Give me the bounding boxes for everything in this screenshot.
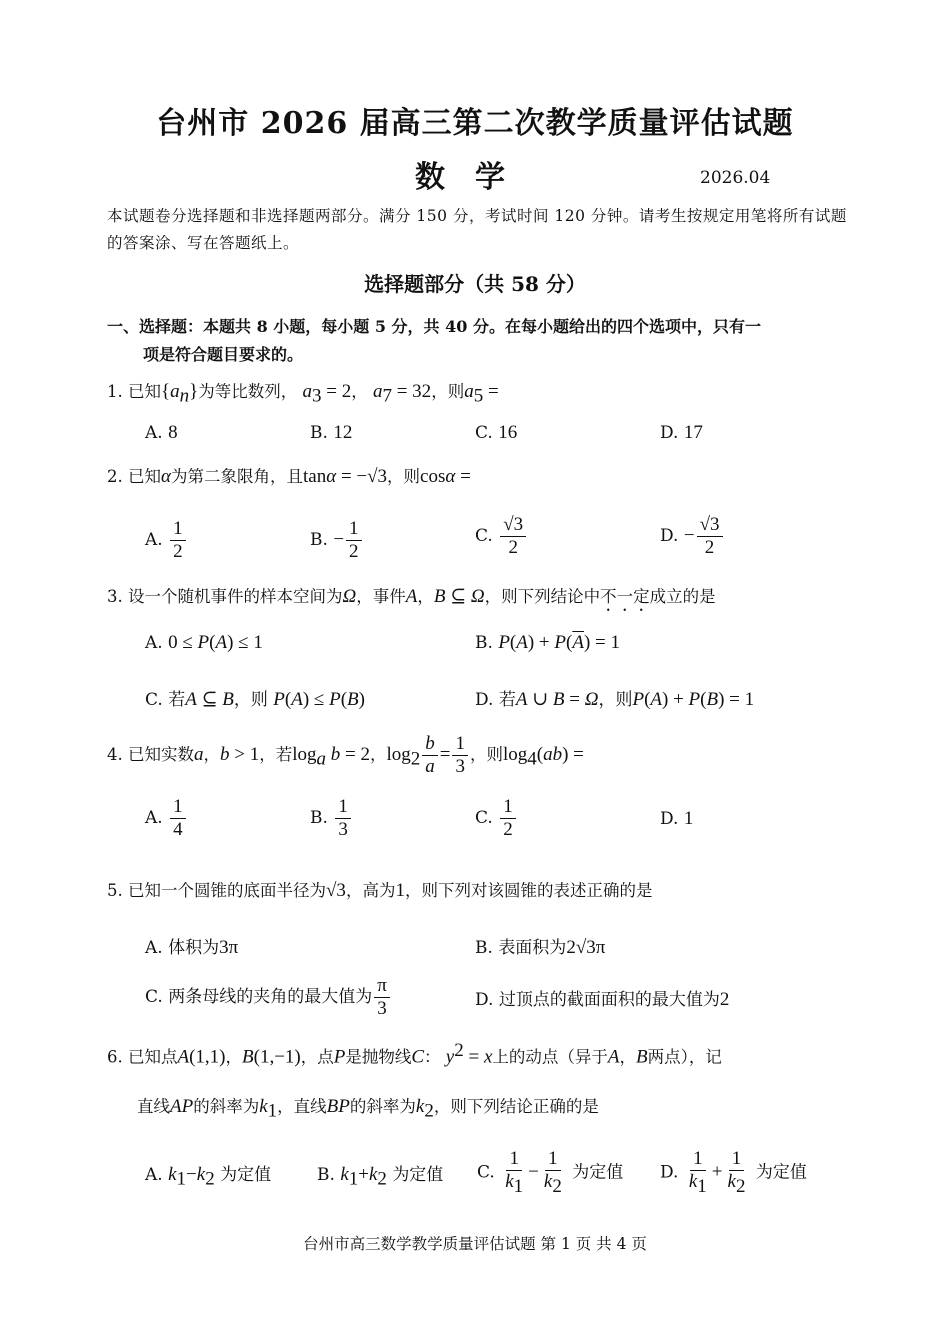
question-text: 是抛物线 (345, 1047, 412, 1067)
question-number: 3. (107, 587, 123, 606)
q3-option-d[interactable]: D. 若A ∪ B = Ω，则P(A) + P(B) = 1 (475, 689, 755, 710)
part1-instructions (107, 313, 847, 369)
q3-option-b[interactable]: B. $P(A) + P(\overline{A}) = 1$ (475, 632, 620, 653)
question-number: 4. (107, 745, 123, 764)
q1-option-c[interactable]: C. 16 (475, 422, 518, 443)
question-text: ，高为 (345, 881, 396, 900)
q4-option-b[interactable]: B. $\frac{1}{3}$ (310, 796, 353, 841)
q2-option-d[interactable]: D. − $\frac{√3}{2}$ (660, 514, 725, 559)
question-number: 1. (107, 382, 123, 401)
q5-option-d[interactable]: D. 过顶点的截面面积的最大值为2 (475, 989, 730, 1010)
part1-line1: 一、选择题：本题共 8 小题，每小题 5 分，共 40 分。在每小题给出的四个选项中，只有一 (107, 317, 761, 336)
question-2: 2. 已知α为第二象限角，且tanα = −√3，则cosα = (107, 466, 471, 487)
exam-date: 2026.04 (700, 168, 771, 188)
question-6-line2: 直线AP的斜率为$k_1$，直线BP的斜率为$k_2$，则下列结论正确的是 (137, 1096, 599, 1122)
question-text: ，则下列对该圆锥的表述正确的是 (404, 881, 653, 900)
question-text: ，则 (387, 467, 421, 486)
question-text: 设一个随机事件的样本空间为 (128, 587, 343, 606)
question-number: 5. (107, 881, 123, 900)
q6-option-d[interactable]: D. $\frac{1}{k_1}$ + $\frac{1}{k_2}$ 为定值 (660, 1148, 807, 1197)
question-text: 为等比数列， (198, 382, 298, 401)
q1-option-b[interactable]: B. 12 (310, 422, 353, 443)
q5-option-b[interactable]: B. 表面积为2√3π (475, 937, 606, 958)
question-text: 直线 (137, 1097, 170, 1116)
question-number: 2. (107, 467, 123, 486)
question-text: 已知 (128, 467, 161, 486)
question-text: 成立的是 (649, 587, 716, 606)
question-text: 的斜率为 (193, 1097, 260, 1116)
question-text: ，则 (431, 382, 465, 401)
q5-option-a[interactable]: A. 体积为3π (145, 937, 239, 958)
question-text: 为第二象限角，且 (170, 467, 303, 486)
question-text: ， (369, 745, 387, 764)
q1-option-a[interactable]: A. 8 (145, 422, 178, 443)
q6-option-a[interactable]: A. $k_1-k_2$ 为定值 (145, 1164, 272, 1190)
question-text: ， (619, 1047, 636, 1067)
part1-line2: 项是符合题目要求的。 (143, 345, 304, 364)
question-text: ，则 (469, 745, 503, 764)
q2-option-b[interactable]: B. − $\frac{1}{2}$ (310, 518, 364, 563)
question-3: 3. 设一个随机事件的样本空间为Ω，事件A，B ⊆ Ω，则下列结论中不一定成立的是 (107, 586, 716, 607)
question-text: ，则下列结论正确的是 (433, 1097, 599, 1116)
q1-option-d[interactable]: D. 17 (660, 422, 703, 443)
question-text: ，点 (300, 1047, 334, 1067)
question-number: 6. (107, 1047, 123, 1067)
question-text: ， (351, 382, 368, 401)
q2-option-c[interactable]: C. $\frac{√3}{2}$ (475, 514, 528, 559)
question-6: 6. 已知点A(1,1)，B(1,−1)，点P是抛物线C： $y^2 = x$上的动点（异于A，B两点），记 (107, 1040, 722, 1068)
subject-title: 数学 (415, 160, 535, 195)
exam-instructions: 本试题卷分选择题和非选择题两部分。满分 150 分，考试时间 120 分钟。请考生按规定用笔将所有试题的答案涂、写在答题纸上。 (107, 207, 847, 252)
q5-option-c[interactable]: C. 两条母线的夹角的最大值为 $\frac{\pi}{3}$ (145, 975, 392, 1020)
question-text: ， (417, 587, 434, 606)
question-text: ，则下列结论中 (484, 587, 601, 606)
question-text: 已知 (128, 382, 161, 401)
question-text: ， (225, 1047, 243, 1067)
emphasis-text: 不一定 (600, 587, 650, 606)
question-text: ，事件 (356, 587, 406, 606)
question-text: 已知一个圆锥的底面半径为 (128, 881, 326, 900)
q4-option-d[interactable]: D. 1 (660, 808, 694, 829)
q6-option-b[interactable]: B. $k_1+k_2$ 为定值 (317, 1164, 444, 1190)
exam-title: 台州市 2026 届高三第二次教学质量评估试题 (156, 106, 794, 141)
question-text: ： (424, 1047, 441, 1067)
q4-option-a[interactable]: A. $\frac{1}{4}$ (145, 796, 188, 841)
section-heading: 选择题部分（共 58 分） (364, 272, 586, 296)
question-text: 已知实数 (128, 745, 194, 764)
question-text: 的斜率为 (349, 1097, 416, 1116)
question-text: ，直线 (277, 1097, 327, 1116)
question-5: 5. 已知一个圆锥的底面半径为√3，高为1，则下列对该圆锥的表述正确的是 (107, 880, 653, 901)
question-text: ，若 (259, 745, 293, 764)
q4-option-c[interactable]: C. $\frac{1}{2}$ (475, 796, 518, 841)
page-footer: 台州市高三数学教学质量评估试题 第 1 页 共 4 页 (303, 1235, 647, 1253)
q6-option-c[interactable]: C. $\frac{1}{k_1}$ − $\frac{1}{k_2}$ 为定值 (477, 1148, 624, 1197)
question-1: 1. 已知$\{a_n\}$为等比数列， $a_3 = 2$， $a_7 = 32$，则$a_5$ = (107, 381, 499, 407)
question-text: 两点），记 (647, 1047, 722, 1067)
q2-option-a[interactable]: A. $\frac{1}{2}$ (145, 518, 188, 563)
question-text: 上的动点（异于 (492, 1047, 608, 1067)
question-text: ， (203, 745, 220, 764)
q3-option-a[interactable]: A. 0 ≤ P(A) ≤ 1 (145, 632, 263, 653)
q3-option-c[interactable]: C. 若A ⊆ B，则 P(A) ≤ P(B) (145, 689, 365, 710)
question-text: 已知点 (128, 1047, 178, 1067)
question-4: 4. 已知实数a，b > 1，若$\log_a b = 2$，$\log_2$ $\frac{b}{a}$ = $\frac{1}{3}$ ，则$\log_4(ab)$ = (107, 733, 584, 777)
